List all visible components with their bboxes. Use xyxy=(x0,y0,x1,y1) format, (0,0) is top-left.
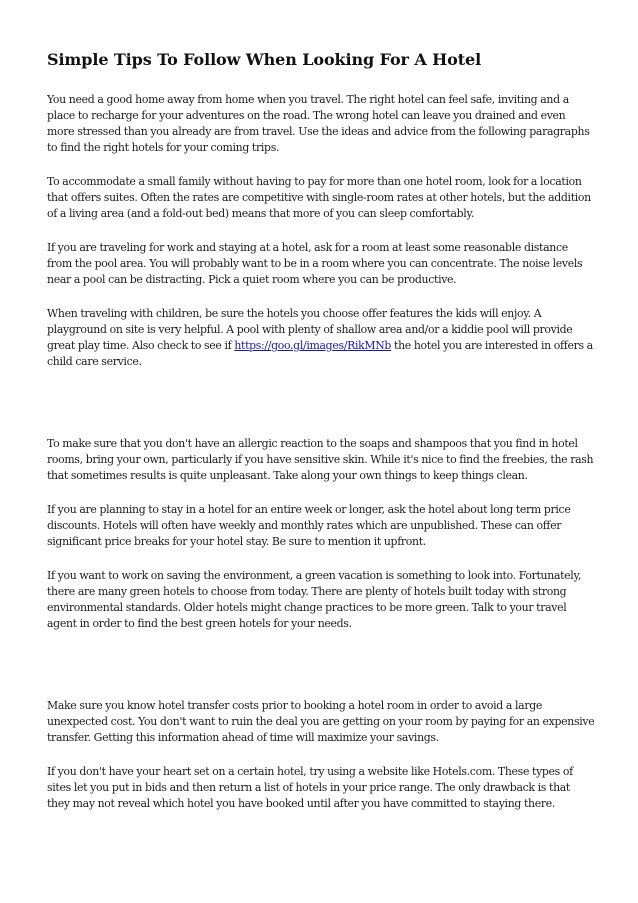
paragraph-suites: To accommodate a small family without having to pay for more than one hotel room, look for a location that offers suites. Often the rates are competitive with single-room rates at other hotels, but the addition of a living area (and a fold-out bed) means that more of you can sleep comfortably. xyxy=(47,175,591,220)
paragraph-booking-websites: If you don't have your heart set on a certain hotel, try using a website like Hotels.com. These types of sites let you put in bids and then return a list of hotels in your price range. The only drawback is that they may not reveal which hotel you have booked until after you have committed to staying there. xyxy=(47,765,573,810)
document-page xyxy=(47,50,595,830)
image-link[interactable]: https://goo.gl/images/RikMNb xyxy=(234,339,392,352)
paragraph-intro: You need a good home away from home when you travel. The right hotel can feel safe, inviting and a place to recharge for your adventures on the road. The wrong hotel can leave you drained and even more stressed than you already are from travel. Use the ideas and advice from the following paragraphs to find the right hotels for your coming trips. xyxy=(47,93,590,154)
paragraph-children xyxy=(47,306,595,370)
paragraph-allergies: To make sure that you don't have an allergic reaction to the soaps and shampoos that you find in hotel rooms, bring your own, particularly if you have sensitive skin. While it's nice to find the freebies, the rash that sometimes results is quite unpleasant. Take along your own things to keep things clean. xyxy=(47,437,594,482)
paragraph-transfer-costs: Make sure you know hotel transfer costs prior to booking a hotel room in order to avoid a large unexpected cost. You don't want to ruin the deal you are getting on your room by paying for an expensive transfer. Getting this information ahead of time will maximize your savings. xyxy=(47,699,595,744)
paragraph-long-stay: If you are planning to stay in a hotel for an entire week or longer, ask the hotel about long term price discounts. Hotels will often have weekly and monthly rates which are unpublished. These can offer significant price breaks for your hotel stay. Be sure to mention it upfront. xyxy=(47,503,571,548)
paragraph-pool-distance: If you are traveling for work and staying at a hotel, ask for a room at least some reasonable distance from the pool area. You will probably want to be in a room where you can concentrate. The noise levels near a pool can be distracting. Pick a quiet room where you can be productive. xyxy=(47,241,583,286)
paragraph-children-text-after: the hotel you are interested in offers a child care service. xyxy=(47,339,593,368)
paragraph-green-vacation: If you want to work on saving the environment, a green vacation is something to look into. Fortunately, there are many green hotels to choose from today. There are plenty of hotels built today with strong environmental standards. Older hotels might change practices to be more green. Talk to your travel agent in order to find the best green hotels for your needs. xyxy=(47,569,581,630)
page-title: Simple Tips To Follow When Looking For A Hotel xyxy=(47,50,482,69)
paragraph-children-text-before: When traveling with children, be sure the hotels you choose offer features the kids will enjoy. A playground on site is very helpful. A pool with plenty of shallow area and/or a kiddie pool will provide great play time. Also check to see if xyxy=(47,307,573,352)
